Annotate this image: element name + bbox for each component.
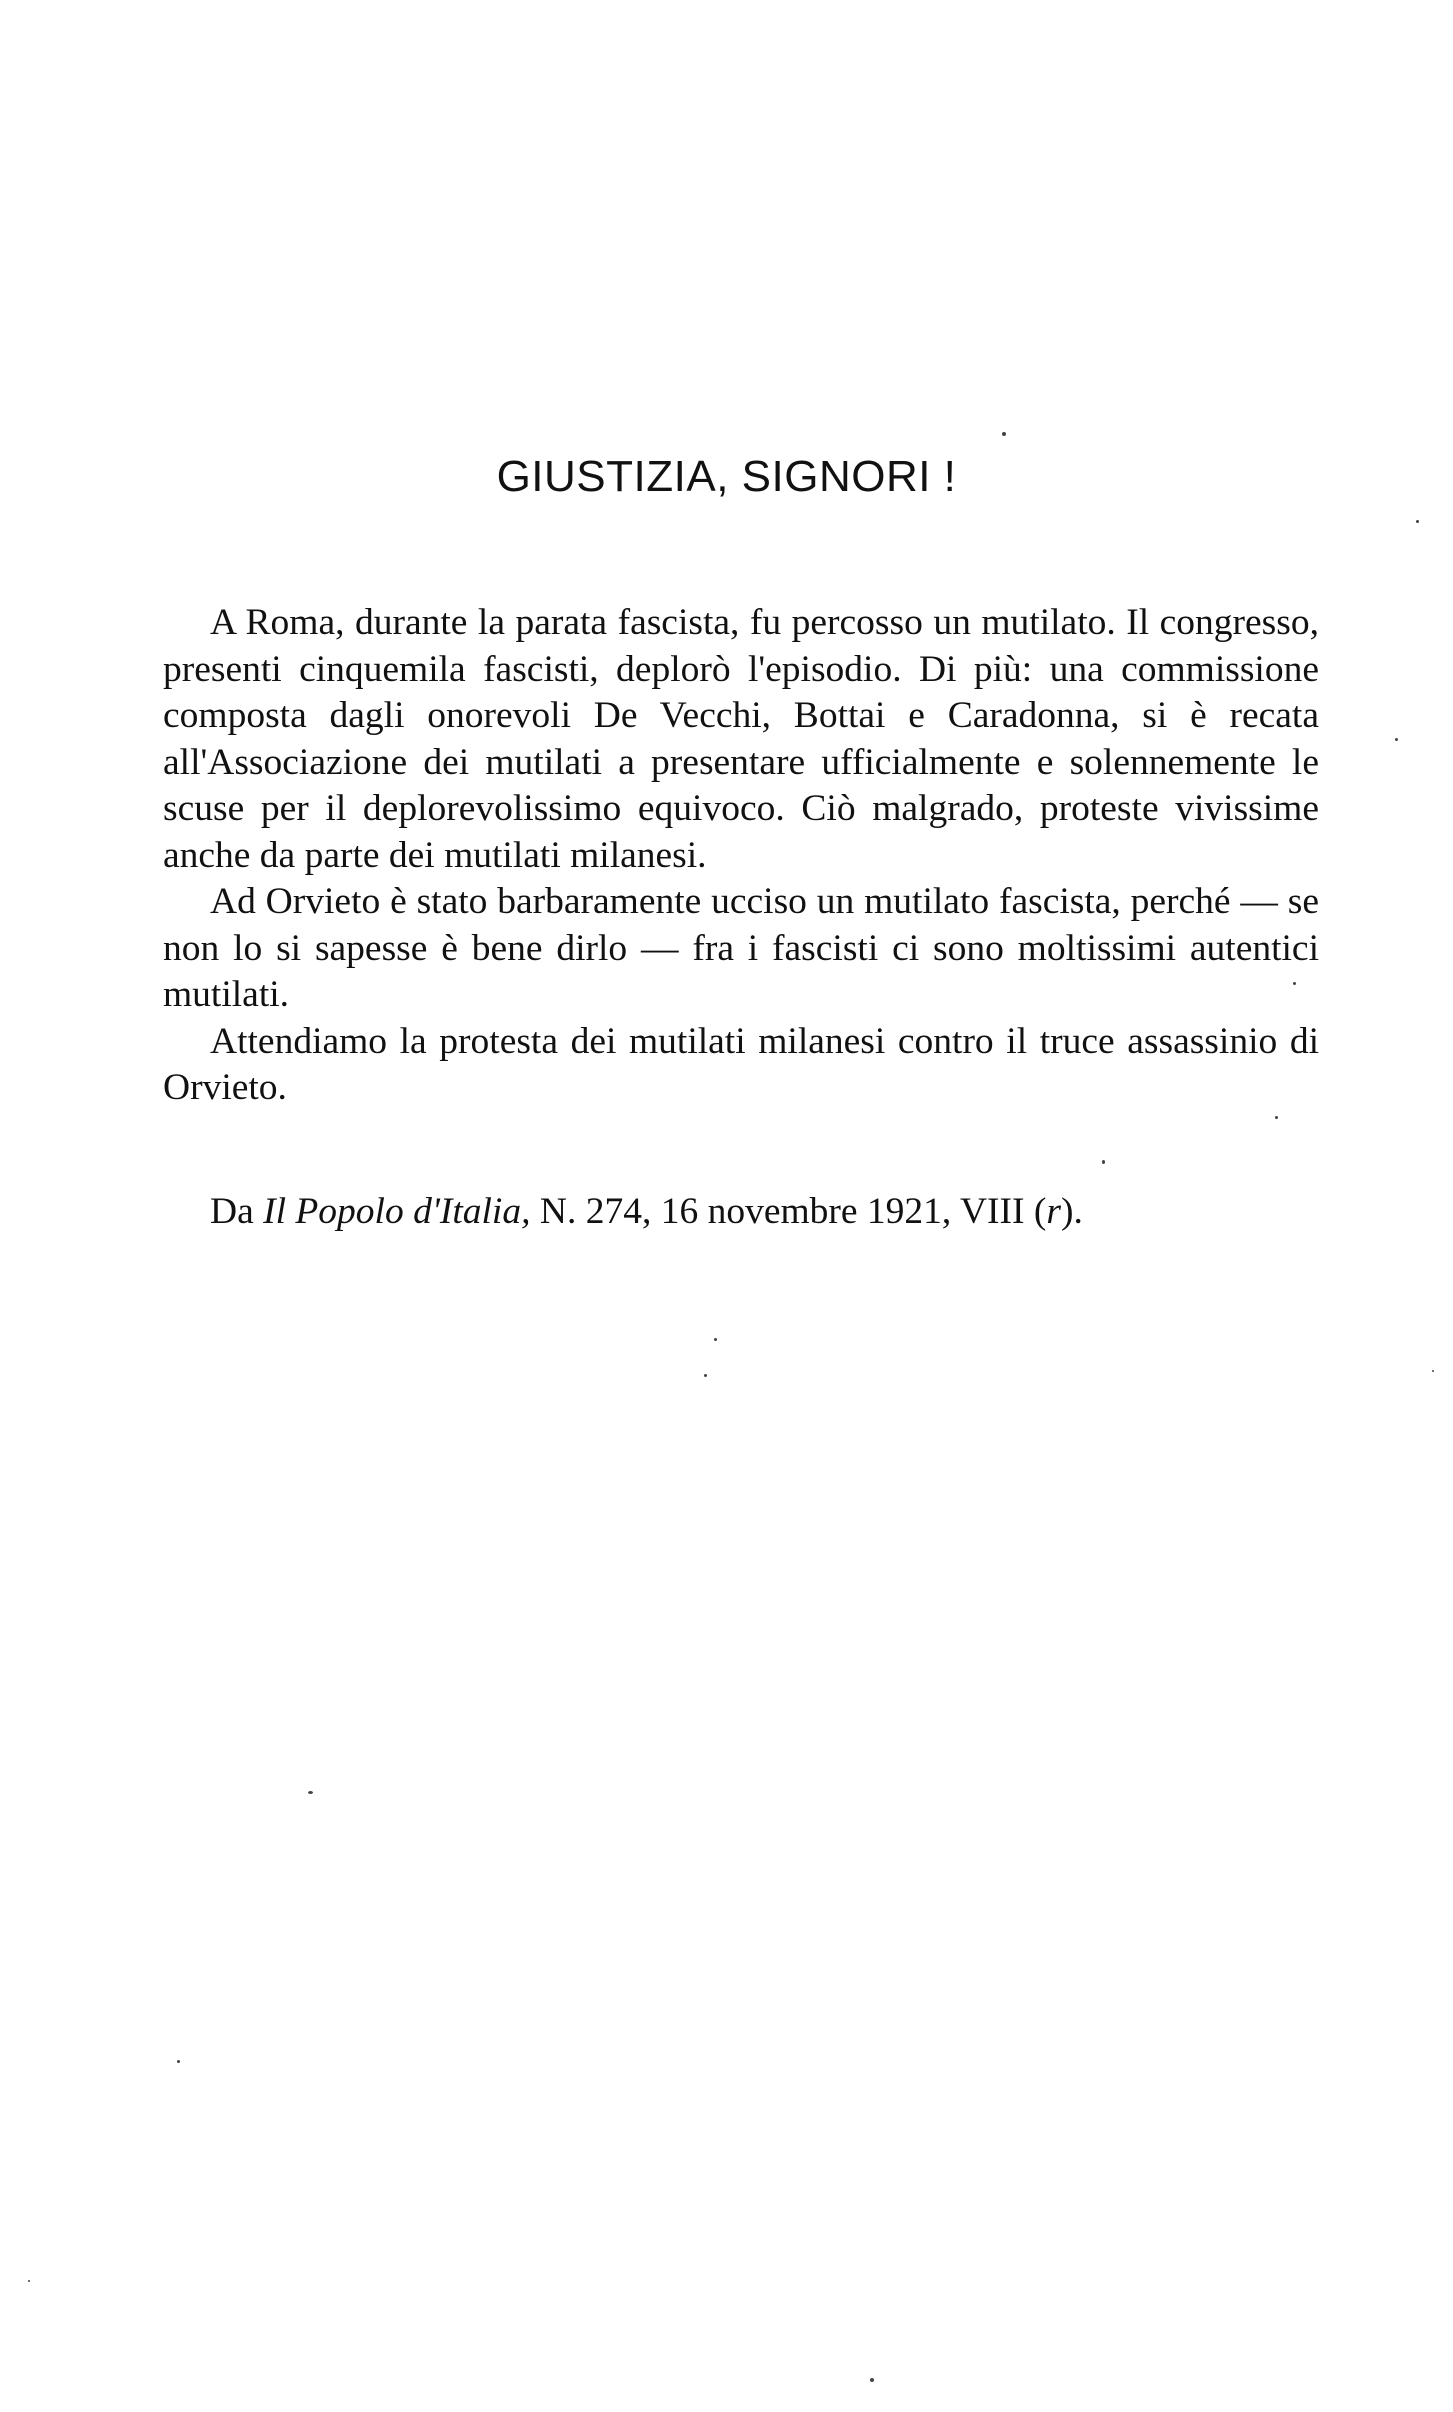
source-prefix: Da [210, 1191, 264, 1232]
paragraph-1: A Roma, durante la parata fascista, fu percosso un mutilato. Il congresso, presenti cinquemila fascisti, deplorò l'episodio. Di più: una commissione composta dagli onorevoli De Vecchi, Bottai e Caradonna, si è recata all'Associazione dei mutilati a presentare ufficialmente e solennemente le scuse per il deplorevolissimo equivoco. Ciò malgrado, proteste vivissime anche da parte dei mutilati milanesi. [163, 602, 1319, 876]
scan-speck [704, 1374, 707, 1377]
source-publication: Il Popolo d'Italia, [263, 1191, 531, 1232]
source-suffix: ). [1060, 1191, 1083, 1232]
paragraph-2: Ad Orvieto è stato barbaramente ucciso un mutilato fascista, perché — se non lo si sapesse è bene dirlo — fra i fascisti ci sono moltissimi autentici mutilati. [163, 881, 1319, 1015]
scan-speck [1275, 1116, 1278, 1119]
scan-speck [1102, 1160, 1105, 1164]
scan-speck [1432, 1370, 1434, 1372]
scan-speck [1416, 520, 1419, 523]
scan-speck [28, 2280, 30, 2282]
scan-speck [870, 2378, 874, 2382]
article-body [163, 600, 1319, 1112]
scan-speck [1395, 738, 1398, 741]
footnote-mark: r [1046, 1191, 1061, 1232]
scan-speck [308, 1791, 313, 1794]
scan-speck [1002, 432, 1006, 436]
page-title: GIUSTIZIA, SIGNORI ! [496, 452, 957, 501]
source-citation [210, 1189, 1083, 1235]
scan-speck [714, 1338, 717, 1341]
scan-speck [177, 2060, 180, 2063]
scan-speck [1293, 982, 1296, 985]
paragraph-3: Attendiamo la protesta dei mutilati milanesi contro il truce assassinio di Orvieto. [163, 1020, 1319, 1108]
source-details: N. 274, 16 novembre 1921, VIII ( [530, 1191, 1047, 1232]
